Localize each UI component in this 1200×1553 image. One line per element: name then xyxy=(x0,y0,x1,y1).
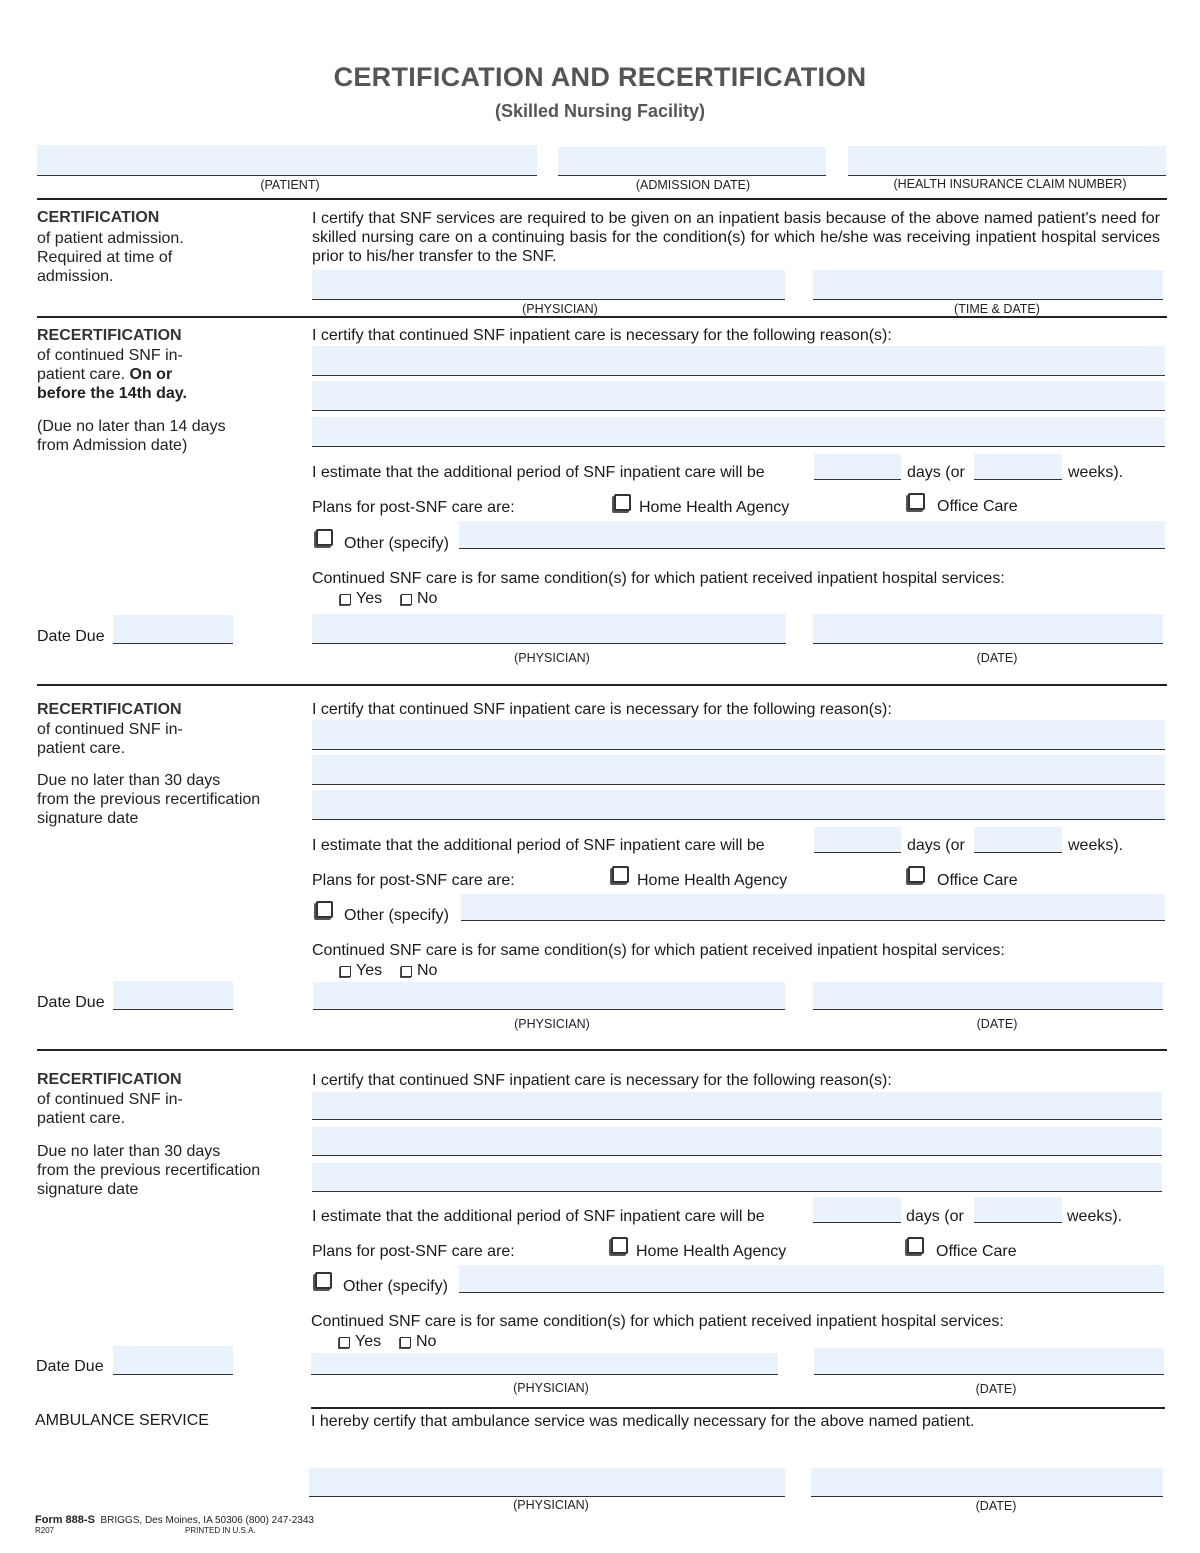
claim-number-field[interactable] xyxy=(848,146,1166,176)
ambulance-date-caption: (DATE) xyxy=(975,1499,1017,1513)
recert1-same-condition-text: Continued SNF care is for same condition(s) for which patient received inpatient hospital services: xyxy=(312,570,1005,587)
recert3-home-health-label: Home Health Agency xyxy=(636,1243,787,1260)
recert1-office-care-checkbox[interactable] xyxy=(908,493,925,510)
recert3-plans-label: Plans for post-SNF care are: xyxy=(312,1243,515,1260)
recert3-reason-line-3[interactable] xyxy=(312,1163,1162,1192)
recert2-other-field[interactable] xyxy=(461,894,1165,921)
recert1-yes-label: Yes xyxy=(356,590,383,607)
claim-number-caption: (HEALTH INSURANCE CLAIM NUMBER) xyxy=(893,177,1127,191)
recert3-office-care-checkbox[interactable] xyxy=(907,1237,924,1254)
form-footer: Form 888-S BRIGGS, Des Moines, IA 50306 (800) 247-2343 xyxy=(35,1514,314,1526)
ambulance-physician-field[interactable] xyxy=(309,1468,785,1497)
recert2-weeks-label: weeks). xyxy=(1068,837,1124,854)
recert1-date-field[interactable] xyxy=(813,614,1163,644)
section-divider xyxy=(311,1407,1165,1409)
recert2-yes-checkbox[interactable] xyxy=(340,966,351,977)
certification-physician-caption: (PHYSICIAN) xyxy=(522,302,598,316)
ambulance-physician-caption: (PHYSICIAN) xyxy=(513,1498,589,1512)
recert1-other-label: Other (specify) xyxy=(344,535,449,552)
recert1-other-field[interactable] xyxy=(459,521,1165,549)
recert3-reasons-statement: I certify that continued SNF inpatient care is necessary for the following reason(s): xyxy=(312,1072,892,1089)
printed-in-usa: PRINTED IN U.S.A. xyxy=(185,1526,256,1535)
recert2-yes-label: Yes xyxy=(356,962,383,979)
recert3-days-field[interactable] xyxy=(813,1197,901,1223)
certification-left-note: of patient admission. Required at time of admission. xyxy=(37,230,184,285)
recert3-no-label: No xyxy=(416,1333,437,1350)
recert3-yes-label: Yes xyxy=(355,1333,382,1350)
recert2-date-field[interactable] xyxy=(813,982,1163,1010)
recert3-other-field[interactable] xyxy=(459,1265,1164,1293)
recert3-weeks-field[interactable] xyxy=(974,1197,1062,1223)
recert2-office-care-checkbox[interactable] xyxy=(908,866,925,883)
recert3-home-health-checkbox[interactable] xyxy=(611,1237,628,1254)
recert3-left-note: of continued SNF in- patient care. xyxy=(37,1091,183,1127)
form-subtitle: (Skilled Nursing Facility) xyxy=(494,101,706,121)
certification-time-date-caption: (TIME & DATE) xyxy=(954,302,1040,316)
recert1-physician-field[interactable] xyxy=(312,614,786,644)
recert3-date-field[interactable] xyxy=(814,1348,1164,1375)
recert2-date-caption: (DATE) xyxy=(976,1017,1018,1031)
recert2-heading: RECERTIFICATION xyxy=(37,701,182,718)
recert2-other-checkbox[interactable] xyxy=(316,901,333,918)
section-divider xyxy=(37,316,1167,318)
recert1-date-due-field[interactable] xyxy=(113,615,233,644)
recert2-date-due-label: Date Due xyxy=(37,994,105,1011)
patient-caption: (PATIENT) xyxy=(260,178,320,192)
recert3-reason-line-1[interactable] xyxy=(312,1092,1162,1120)
section-divider xyxy=(37,684,1167,686)
recert2-plans-label: Plans for post-SNF care are: xyxy=(312,872,515,889)
recert2-physician-caption: (PHYSICIAN) xyxy=(514,1017,590,1031)
section-divider xyxy=(37,198,1167,200)
recert1-reasons-statement: I certify that continued SNF inpatient care is necessary for the following reason(s): xyxy=(312,327,892,344)
recert1-yes-checkbox[interactable] xyxy=(340,594,351,605)
ambulance-statement: I hereby certify that ambulance service was medically necessary for the above named patient. xyxy=(311,1413,975,1430)
recert3-date-due-label: Date Due xyxy=(36,1358,104,1375)
recert1-plans-label: Plans for post-SNF care are: xyxy=(312,499,515,516)
recert1-heading: RECERTIFICATION xyxy=(37,327,182,344)
recert3-date-due-field[interactable] xyxy=(113,1346,233,1375)
form-title: CERTIFICATION AND RECERTIFICATION xyxy=(333,62,867,92)
recert1-weeks-label: weeks). xyxy=(1068,464,1124,481)
recert2-office-care-label: Office Care xyxy=(937,872,1018,889)
recert1-date-caption: (DATE) xyxy=(976,651,1018,665)
recert1-other-checkbox[interactable] xyxy=(316,529,333,546)
recert3-other-label: Other (specify) xyxy=(343,1278,448,1295)
certification-time-date-field[interactable] xyxy=(813,270,1163,300)
recert1-home-health-checkbox[interactable] xyxy=(614,494,631,511)
recert1-reason-line-1[interactable] xyxy=(312,346,1165,376)
recert1-office-care-label: Office Care xyxy=(937,498,1018,515)
recert2-due-note: Due no later than 30 days from the previous recertification signature date xyxy=(37,772,261,827)
recert2-date-due-field[interactable] xyxy=(113,981,233,1010)
admission-date-caption: (ADMISSION DATE) xyxy=(635,178,751,192)
recert1-days-field[interactable] xyxy=(814,454,901,480)
recert3-other-checkbox[interactable] xyxy=(315,1272,332,1289)
recert2-home-health-checkbox[interactable] xyxy=(612,866,629,883)
recert2-reason-line-2[interactable] xyxy=(312,755,1165,785)
recert1-left-note: of continued SNF in- patient care. On or before the 14th day. xyxy=(37,347,187,402)
section-divider xyxy=(37,1049,1167,1051)
recert3-physician-caption: (PHYSICIAN) xyxy=(513,1381,589,1395)
ambulance-date-field[interactable] xyxy=(811,1468,1163,1497)
certification-physician-field[interactable] xyxy=(312,270,785,300)
recert2-other-label: Other (specify) xyxy=(344,907,449,924)
recert1-reason-line-3[interactable] xyxy=(312,417,1165,447)
recert3-physician-field[interactable] xyxy=(311,1353,778,1375)
recert3-yes-checkbox[interactable] xyxy=(339,1337,350,1348)
patient-field[interactable] xyxy=(37,145,537,176)
recert3-date-caption: (DATE) xyxy=(975,1382,1017,1396)
recert3-office-care-label: Office Care xyxy=(936,1243,1017,1260)
form-revision: R207 xyxy=(35,1526,55,1535)
recert1-date-due-label: Date Due xyxy=(37,628,105,645)
recert2-estimate-text: I estimate that the additional period of SNF inpatient care will be xyxy=(312,837,765,854)
recert2-reason-line-1[interactable] xyxy=(312,720,1165,750)
recert1-reason-line-2[interactable] xyxy=(312,381,1165,411)
recert1-days-label: days (or xyxy=(907,464,965,481)
recert2-physician-field[interactable] xyxy=(313,982,785,1010)
recert3-estimate-text: I estimate that the additional period of SNF inpatient care will be xyxy=(312,1208,765,1225)
recert2-no-label: No xyxy=(417,962,438,979)
recert2-reasons-statement: I certify that continued SNF inpatient care is necessary for the following reason(s): xyxy=(312,701,892,718)
recert2-days-field[interactable] xyxy=(814,827,901,853)
recert1-home-health-label: Home Health Agency xyxy=(639,499,790,516)
recert3-heading: RECERTIFICATION xyxy=(37,1071,182,1088)
recert1-no-label: No xyxy=(417,590,438,607)
recert1-due-note: (Due no later than 14 days from Admission date) xyxy=(37,418,226,454)
recert2-left-note: of continued SNF in- patient care. xyxy=(37,721,183,757)
recert2-weeks-field[interactable] xyxy=(974,827,1062,853)
certification-statement: I certify that SNF services are required to be given on an inpatient basis because of the above named patient's need for skilled nursing care on a continuing basis for the condition(s) for which he/she was receiving inpatient hospital services prior to his/her transfer to the SNF. xyxy=(312,210,1160,265)
recert1-estimate-text: I estimate that the additional period of SNF inpatient care will be xyxy=(312,464,765,481)
recert3-days-label: days (or xyxy=(906,1208,964,1225)
recert3-reason-line-2[interactable] xyxy=(312,1127,1162,1156)
recert2-home-health-label: Home Health Agency xyxy=(637,872,788,889)
recert2-reason-line-3[interactable] xyxy=(312,790,1165,820)
recert2-days-label: days (or xyxy=(907,837,965,854)
admission-date-field[interactable] xyxy=(558,147,826,176)
recert3-weeks-label: weeks). xyxy=(1067,1208,1123,1225)
recert1-weeks-field[interactable] xyxy=(974,454,1062,480)
recert3-no-checkbox[interactable] xyxy=(400,1337,411,1348)
recert2-same-condition-text: Continued SNF care is for same condition(s) for which patient received inpatient hospital services: xyxy=(312,942,1005,959)
recert1-physician-caption: (PHYSICIAN) xyxy=(514,651,590,665)
ambulance-heading: AMBULANCE SERVICE xyxy=(35,1412,209,1429)
recert3-same-condition-text: Continued SNF care is for same condition(s) for which patient received inpatient hospital services: xyxy=(311,1313,1004,1330)
certification-heading: CERTIFICATION xyxy=(37,209,160,226)
recert2-no-checkbox[interactable] xyxy=(401,966,412,977)
recert1-no-checkbox[interactable] xyxy=(401,594,412,605)
recert3-due-note: Due no later than 30 days from the previous recertification signature date xyxy=(37,1143,261,1198)
